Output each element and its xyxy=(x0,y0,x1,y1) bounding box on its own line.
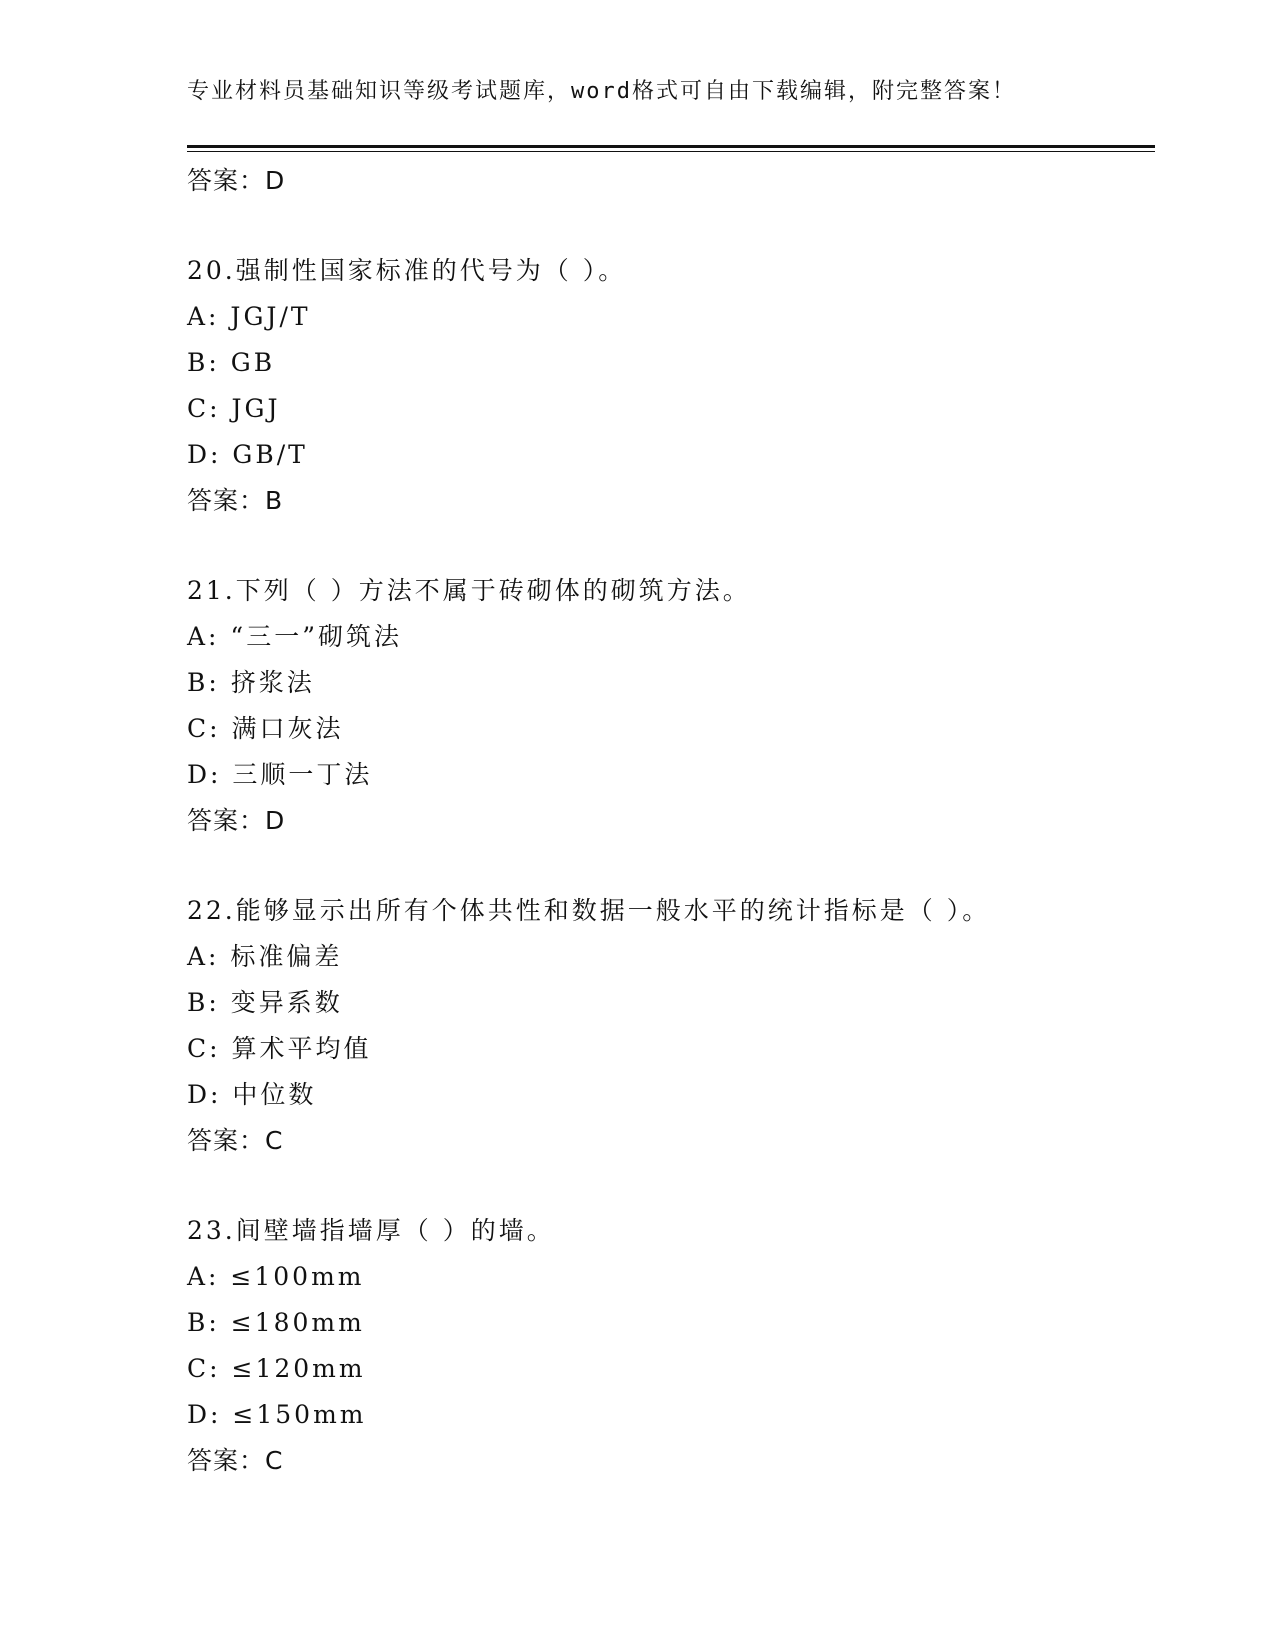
option-d: D: 三顺一丁法 xyxy=(187,760,373,789)
option-a: A: ≤100mm xyxy=(187,1262,365,1291)
question-text: 22.能够显示出所有个体共性和数据一般水平的统计指标是（ ）。 xyxy=(187,896,991,925)
answer-line xyxy=(187,1438,1155,1484)
option-a: A: 标准偏差 xyxy=(187,942,343,971)
question-list xyxy=(187,158,1155,1484)
answer-label: 答案： xyxy=(187,486,266,515)
answer-line xyxy=(187,478,1155,524)
option-b: B: 挤浆法 xyxy=(187,668,315,697)
option-c: C: 算术平均值 xyxy=(187,1034,372,1063)
answer-label: 答案： xyxy=(187,166,266,195)
option-b: B: GB xyxy=(187,348,276,377)
option-a: A: “三一”砌筑法 xyxy=(187,622,402,651)
answer-value: D xyxy=(265,166,286,195)
answer-line xyxy=(187,1118,1155,1164)
question-text: 20.强制性国家标准的代号为（ ）。 xyxy=(187,256,627,285)
answer-label: 答案： xyxy=(187,1446,266,1475)
question-text: 21.下列（ ）方法不属于砖砌体的砌筑方法。 xyxy=(187,576,751,605)
option-a: A: JGJ/T xyxy=(187,302,311,331)
option-c: C: 满口灰法 xyxy=(187,714,344,743)
option-c: C: ≤120mm xyxy=(187,1354,366,1383)
answer-value: C xyxy=(265,1446,284,1475)
answer-value: C xyxy=(265,1126,284,1155)
header-rule-thick xyxy=(187,145,1155,148)
question-text: 23.间壁墙指墙厚（ ）的墙。 xyxy=(187,1216,555,1245)
answer-value: B xyxy=(265,486,284,515)
option-c: C: JGJ xyxy=(187,394,281,423)
option-d: D: 中位数 xyxy=(187,1080,317,1109)
option-b: B: 变异系数 xyxy=(187,988,343,1017)
option-d: D: GB/T xyxy=(187,440,308,469)
answer-label: 答案： xyxy=(187,806,266,835)
answer-line xyxy=(187,158,1155,204)
page-header: 专业材料员基础知识等级考试题库，word格式可自由下载编辑，附完整答案！ xyxy=(187,79,1016,104)
answer-line xyxy=(187,798,1155,844)
option-d: D: ≤150mm xyxy=(187,1400,367,1429)
answer-label: 答案： xyxy=(187,1126,266,1155)
answer-value: D xyxy=(265,806,286,835)
option-b: B: ≤180mm xyxy=(187,1308,365,1337)
header-rule-thin xyxy=(187,151,1155,152)
